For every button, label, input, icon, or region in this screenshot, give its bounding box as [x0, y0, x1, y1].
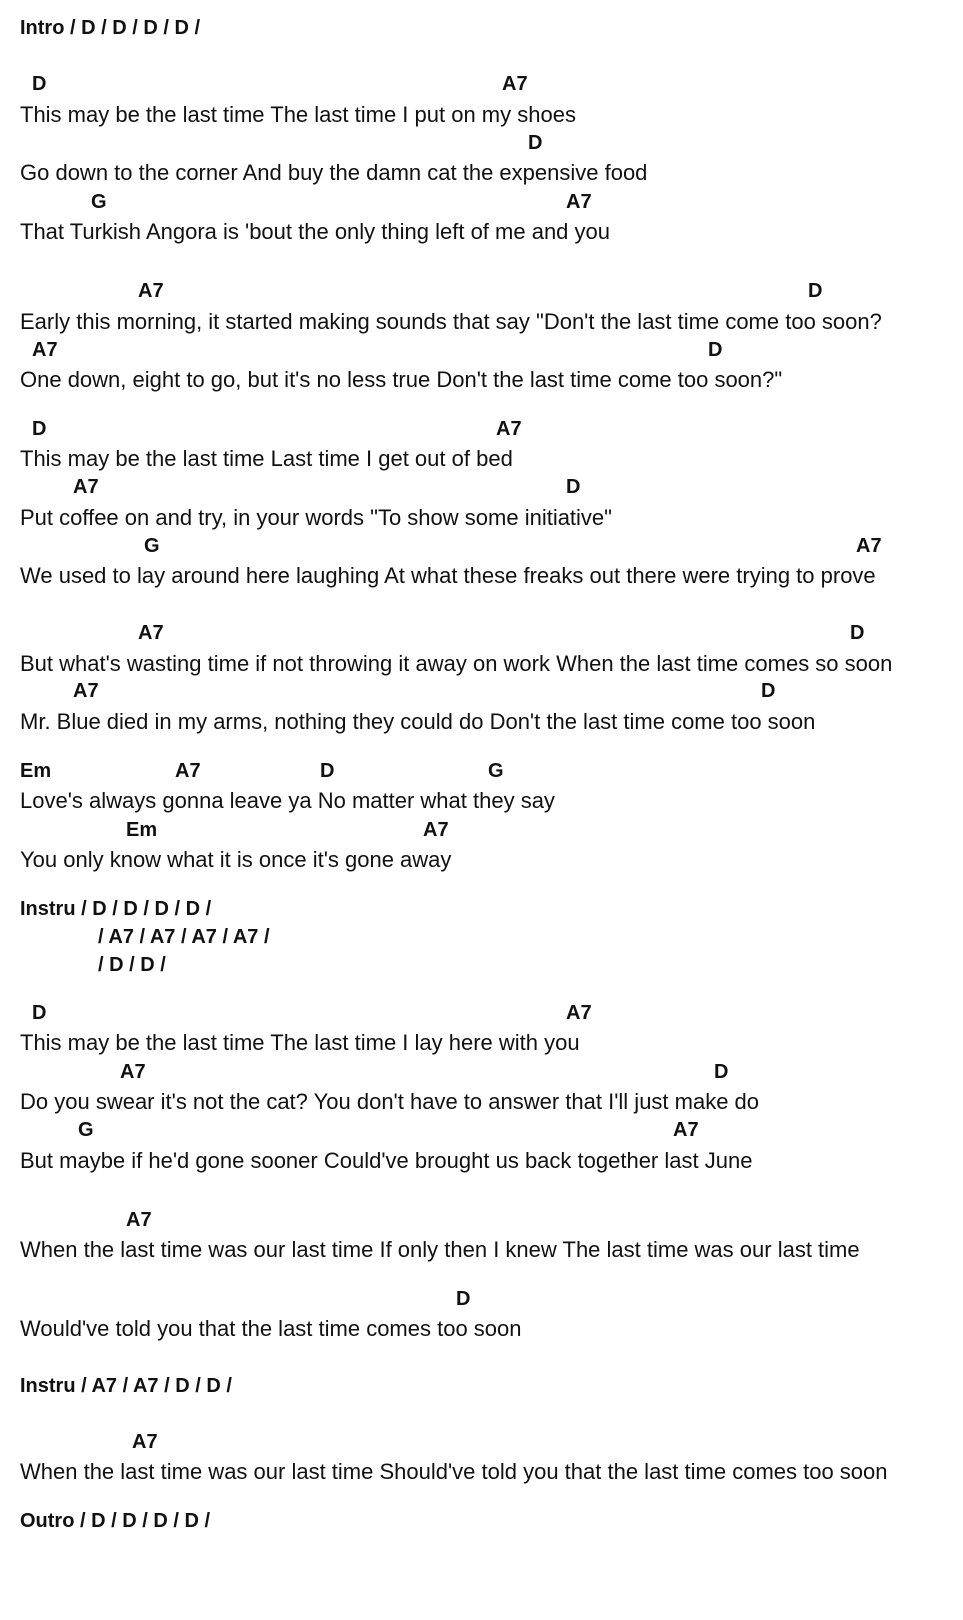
- chord: D: [761, 680, 776, 702]
- chord: A7: [566, 1002, 592, 1024]
- instru-line: / D / D /: [98, 954, 166, 976]
- chord: A7: [175, 760, 201, 782]
- chord: D: [528, 132, 543, 154]
- instru-line: / A7 / A7 / A7 / A7 /: [98, 926, 270, 948]
- chord: D: [714, 1061, 729, 1083]
- chord: A7: [496, 418, 522, 440]
- chord: D: [850, 622, 865, 644]
- lyric-line: When the last time was our last time Should've told you that the last time comes too soon: [20, 1459, 888, 1484]
- lyric-line: But maybe if he'd gone sooner Could've brought us back together last June: [20, 1148, 753, 1173]
- lyric-line: This may be the last time The last time I lay here with you: [20, 1030, 580, 1055]
- chord: D: [808, 280, 823, 302]
- chord: A7: [423, 819, 449, 841]
- chord: A7: [566, 191, 592, 213]
- lyric-line: Mr. Blue died in my arms, nothing they could do Don't the last time come too soon: [20, 709, 816, 734]
- chord: G: [78, 1119, 94, 1141]
- lyric-line: When the last time was our last time If only then I knew The last time was our last time: [20, 1237, 860, 1262]
- chord: D: [320, 760, 335, 782]
- chord: A7: [502, 73, 528, 95]
- lyric-line: That Turkish Angora is 'bout the only thing left of me and you: [20, 219, 610, 244]
- chord: D: [32, 73, 47, 95]
- chord: A7: [73, 476, 99, 498]
- lyric-line: Put coffee on and try, in your words "To show some initiative": [20, 505, 612, 530]
- chord: D: [32, 1002, 47, 1024]
- lyric-line: Love's always gonna leave ya No matter what they say: [20, 788, 555, 813]
- lyric-line: You only know what it is once it's gone away: [20, 847, 452, 872]
- chord: D: [456, 1288, 471, 1310]
- chord: G: [144, 535, 160, 557]
- chord: A7: [126, 1209, 152, 1231]
- chord: A7: [120, 1061, 146, 1083]
- chord: D: [566, 476, 581, 498]
- chord: A7: [132, 1431, 158, 1453]
- intro-line: Intro / D / D / D / D /: [20, 17, 200, 39]
- chord: A7: [673, 1119, 699, 1141]
- chord: D: [708, 339, 723, 361]
- lyric-line: This may be the last time Last time I get out of bed: [20, 446, 513, 471]
- instru-line: Instru / A7 / A7 / D / D /: [20, 1375, 232, 1397]
- chord: G: [488, 760, 504, 782]
- chord: A7: [138, 622, 164, 644]
- lyric-line: Go down to the corner And buy the damn cat the expensive food: [20, 160, 648, 185]
- chord: Em: [20, 760, 52, 782]
- outro-line: Outro / D / D / D / D /: [20, 1510, 210, 1532]
- lyric-line: Early this morning, it started making sounds that say "Don't the last time come too soon?: [20, 309, 882, 334]
- chord: A7: [138, 280, 164, 302]
- lyric-line: But what's wasting time if not throwing it away on work When the last time comes so soon: [20, 651, 893, 676]
- chord: Em: [126, 819, 158, 841]
- lyric-line: Would've told you that the last time comes too soon: [20, 1316, 522, 1341]
- lyric-line: We used to lay around here laughing At what these freaks out there were trying to prove: [20, 563, 876, 588]
- chord: A7: [73, 680, 99, 702]
- chord: A7: [856, 535, 882, 557]
- lyric-line: One down, eight to go, but it's no less true Don't the last time come too soon?": [20, 367, 783, 392]
- instru-line: Instru / D / D / D / D /: [20, 898, 212, 920]
- lyric-line: Do you swear it's not the cat? You don't have to answer that I'll just make do: [20, 1089, 760, 1114]
- lyric-line: This may be the last time The last time I put on my shoes: [20, 102, 576, 127]
- chord: A7: [32, 339, 58, 361]
- chord: G: [91, 191, 107, 213]
- chord: D: [32, 418, 47, 440]
